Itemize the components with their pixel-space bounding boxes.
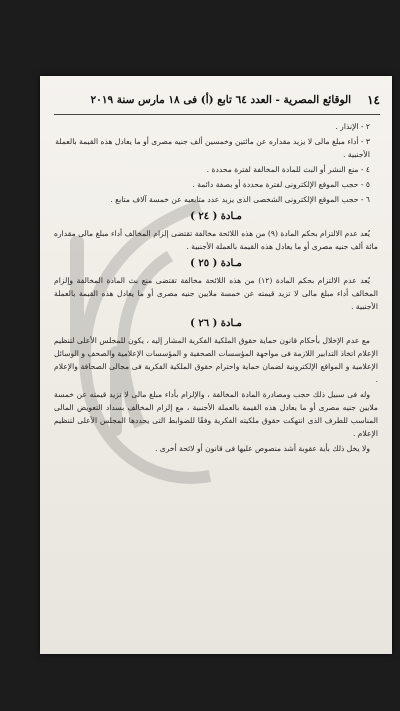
list-item: ٥ - حجب الموقع الإلكترونى لفترة محددة أو بصفة دائمة . <box>192 180 370 189</box>
article-paragraph: يُعد عدم الالتزام بحكم المادة (١٢) من هذه اللائحة مخالفة تقتضى منع بث المادة المخالفة وإلزام المخالف أداء مبلغ مالى لا تزيد قيمته عن خمسة ملايين جنيه مصرى أو ما يعادل هذه القيمة بالعملة الأجنبية . <box>54 276 378 311</box>
article-paragraph: يُعد عدم الالتزام بحكم المادة (٩) من هذه اللائحة مخالفة تقتضى إلزام المخالف أداء مبلغ مالى مقداره مائة ألف جنيه مصرى أو ما يعادل هذه القيمة بالعملة الأجنبية . <box>54 229 378 251</box>
article-heading: مـادة ( ٢٦ ) <box>190 318 242 329</box>
article-paragraph: ولا يخل ذلك بأية عقوبة أشد منصوص عليها فى قانون أو لائحة أخرى . <box>154 444 370 453</box>
article-paragraph: مع عدم الإخلال بأحكام قانون حماية حقوق الملكية الفكرية المشار إليه ، يكون للمجلس الأعلى لتنظيم الإعلام اتخاذ التدابير اللازمة فى مواجهة المؤسسات الصحفية و المؤسسات الإعلامية والصحف و الوسائل الإعلامية و المواقع الإلكترونية لضمان حماية واحترام حقوق الملكية الفكرية فى مجالى الصحافة والإعلام . <box>54 336 378 384</box>
list-item: ٢ - الإنذار . <box>335 122 370 131</box>
list-item: ٦ - حجب الموقع الإلكترونى الشخصى الذى يزيد عدد متابعيه عن خمسة آلاف متابع . <box>110 195 370 204</box>
running-head: الوقائع المصرية - العدد ٦٤ تابع (أ) فى ١٨ مارس سنة ٢٠١٩ <box>90 94 352 106</box>
article-paragraph: وله فى سبيل ذلك حجب ومصادرة المادة المخالفة ، والإلزام بأداء مبلغ مالى لا تزيد قيمته عن خمسة ملايين جنيه مصرى أو ما يعادل هذه القيمة بالعملة الأجنبية ، مع إلزام المخالف بسداد التعويض المالى المناسب للطرف الذى انتهكت حقوق ملكيته الفكرية وفقًا للضوابط التى يحددها المجلس الأعلى لتنظيم الإعلام . <box>54 390 378 438</box>
list-item: ٣ - أداء مبلغ مالى لا يزيد مقداره عن مائتين وخمسين ألف جنيه مصرى أو ما يعادل هذه القيمة بالعملة الأجنبية . <box>55 137 370 159</box>
article-heading: مـادة ( ٢٥ ) <box>190 258 242 269</box>
document-body <box>54 120 378 457</box>
list-item: ٤ - منع النشر أو البث للمادة المخالفة لفترة محددة . <box>206 165 370 174</box>
document-page <box>40 76 392 654</box>
page-number: ١٤ <box>367 93 380 107</box>
article-heading: مـادة ( ٢٤ ) <box>190 211 242 222</box>
page-header <box>54 90 380 115</box>
